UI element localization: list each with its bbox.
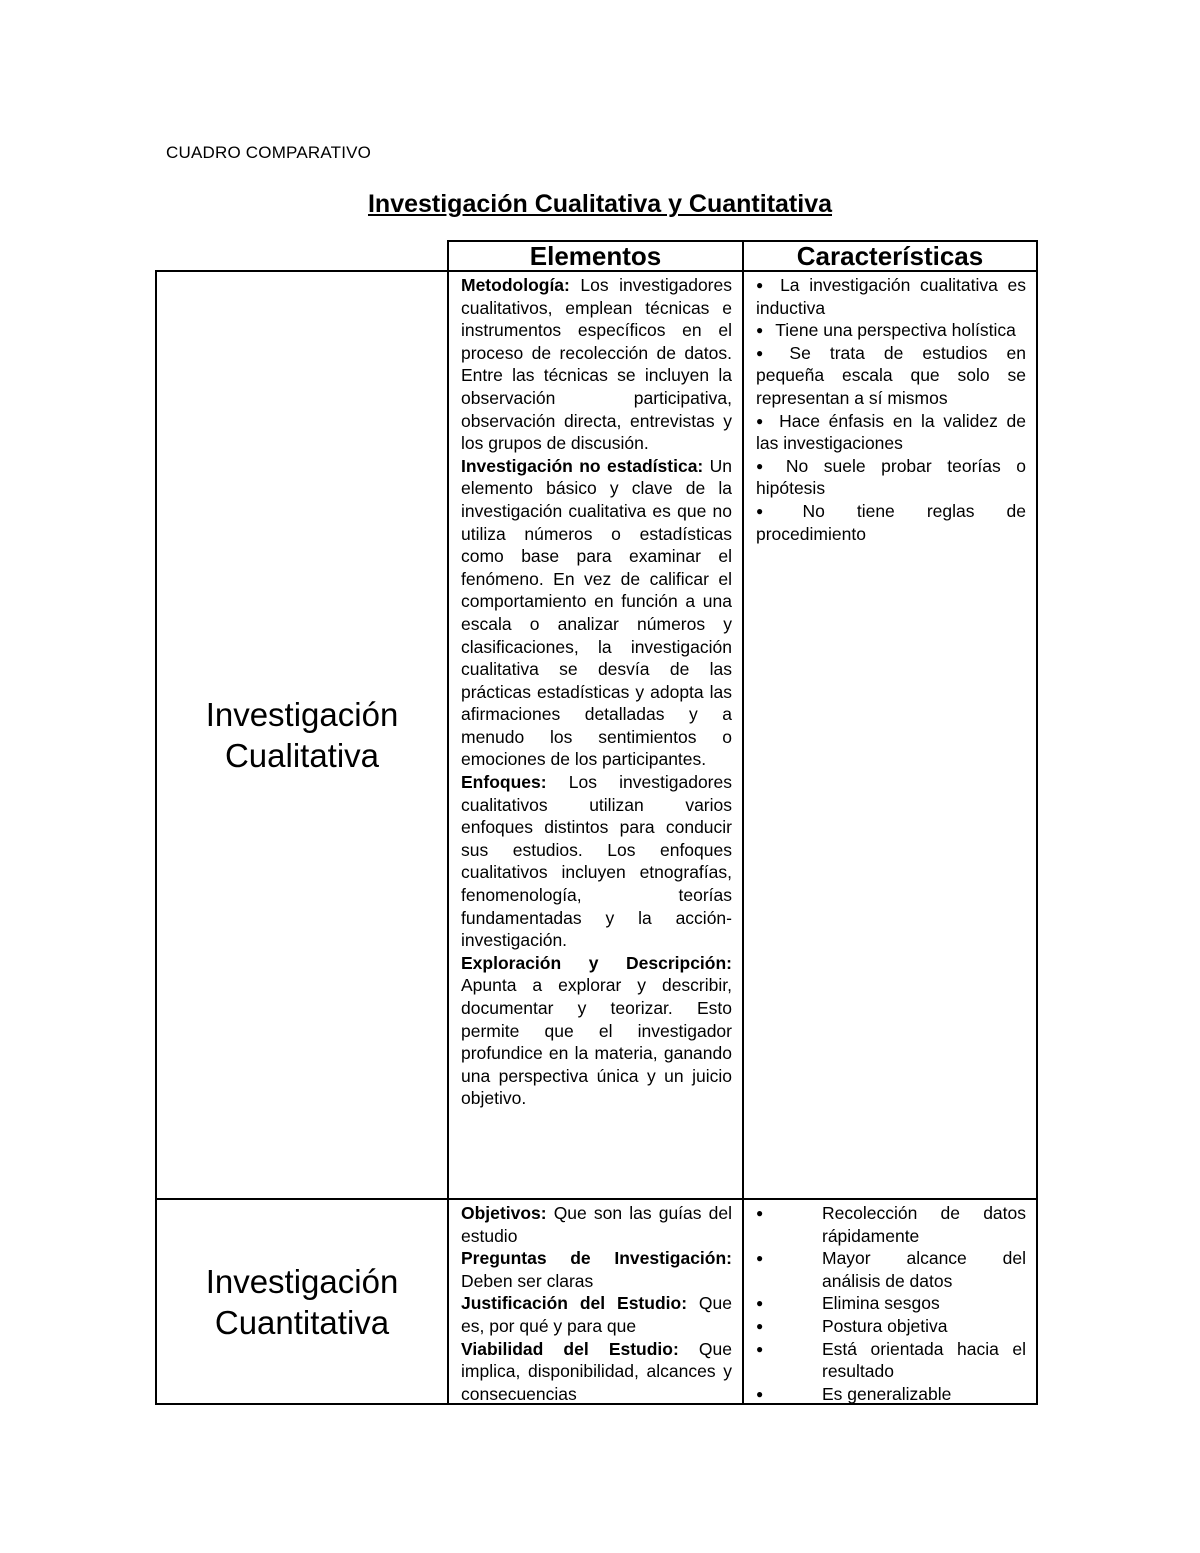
row-label-line2: Cuantitativa [214, 1303, 390, 1341]
elemento-text: Que implica, disponibilidad, alcances y consecuencias [461, 1338, 732, 1404]
list-item: ● No suele probar teorías o hipótesis [756, 455, 1026, 500]
row-label-line2: Cualitativa [224, 737, 380, 774]
elementos-cell-cualitativa [447, 270, 744, 1200]
elementos-cell-cuantitativa [447, 1198, 744, 1405]
elemento-term: Viabilidad del Estudio: [461, 1338, 679, 1359]
row-label-cualitativa [155, 270, 449, 1200]
list-item: ● Recolección de datos rápidamente [756, 1202, 1026, 1247]
list-item: ● Hace énfasis en la validez de las investigaciones [756, 410, 1026, 455]
header-caracteristicas: Características [742, 240, 1038, 272]
header-elementos: Elementos [447, 240, 744, 272]
elemento-term: Enfoques: [461, 772, 547, 793]
elemento-paragraph [461, 952, 732, 1110]
list-item: ● La investigación cualitativa es inductiva [756, 274, 1026, 319]
elemento-text: Que es, por qué y para que [461, 1293, 732, 1336]
elemento-text: Deben ser claras [461, 1270, 594, 1291]
list-item: ● Mayor alcance del análisis de datos [756, 1247, 1026, 1292]
list-item: ● Es generalizable [756, 1383, 1026, 1406]
elemento-paragraph [461, 1247, 732, 1292]
elemento-text: Los investigadores cualitativos utilizan varios enfoques distintos para conducir sus estudios. Los enfoques cualitativos incluyen etnografías, fenomenología, teorías fundamentadas y la acción-investigación. [461, 772, 732, 951]
elemento-term: Preguntas de Investigación: [461, 1248, 732, 1269]
elemento-term: Investigación no estadística: [461, 455, 704, 476]
elemento-paragraph [461, 1202, 732, 1247]
elemento-paragraph [461, 455, 732, 771]
elemento-term: Metodología: [461, 275, 570, 295]
caracteristicas-cell-cualitativa [742, 270, 1038, 1200]
elemento-paragraph [461, 274, 732, 455]
caracteristicas-cell-cuantitativa [742, 1198, 1038, 1405]
list-item: ● No tiene reglas de procedimiento [756, 500, 1026, 545]
list-item: ● Está orientada hacia el resultado [756, 1338, 1026, 1383]
elemento-term: Objetivos: [461, 1203, 547, 1223]
elemento-text: Apunta a explorar y describir, documentar y teorizar. Esto permite que el investigador profundice en la materia, ganando una perspectiva única y un juicio objetivo. [461, 975, 732, 1109]
elemento-text: Un elemento básico y clave de la investigación cualitativa es que no utiliza números o estadísticas como base para examinar el fenómeno. En vez de calificar el comportamiento en función a una escala o analizar números y clasificaciones, la investigación cualitativa se desvía de las prácticas estadísticas y adopta las afirmaciones detalladas y a menudo los sentimientos o emociones de los participantes. [461, 455, 733, 770]
row-label-line1: Investigación [205, 696, 399, 733]
page-label: CUADRO COMPARATIVO [166, 143, 372, 162]
elemento-term: Justificación del Estudio: [461, 1293, 688, 1314]
elemento-paragraph [461, 1338, 732, 1406]
list-item: ● Elimina sesgos [756, 1292, 1026, 1315]
row-label-cuantitativa [155, 1198, 449, 1405]
row-label-line1: Investigación [205, 1262, 399, 1300]
elemento-paragraph [461, 1292, 732, 1337]
list-item: ● Postura objetiva [756, 1315, 1026, 1338]
elemento-paragraph [461, 771, 732, 952]
list-item: ● Se trata de estudios en pequeña escala que solo se representan a sí mismos [756, 342, 1026, 410]
document-title: Investigación Cualitativa y Cuantitativa [367, 190, 832, 218]
caracteristicas-list [756, 1202, 1026, 1405]
elemento-term: Exploración y Descripción: [461, 952, 732, 973]
elemento-text: Los investigadores cualitativos, emplean técnicas e instrumentos específicos en el proceso de recolección de datos. Entre las técnicas se incluyen la observación participativa, observación directa, entrevistas y los grupos de discusión. [461, 275, 732, 454]
elemento-text: Que son las guías del estudio [461, 1203, 732, 1246]
list-item: ● Tiene una perspectiva holística [756, 319, 1026, 342]
caracteristicas-list [756, 274, 1026, 545]
